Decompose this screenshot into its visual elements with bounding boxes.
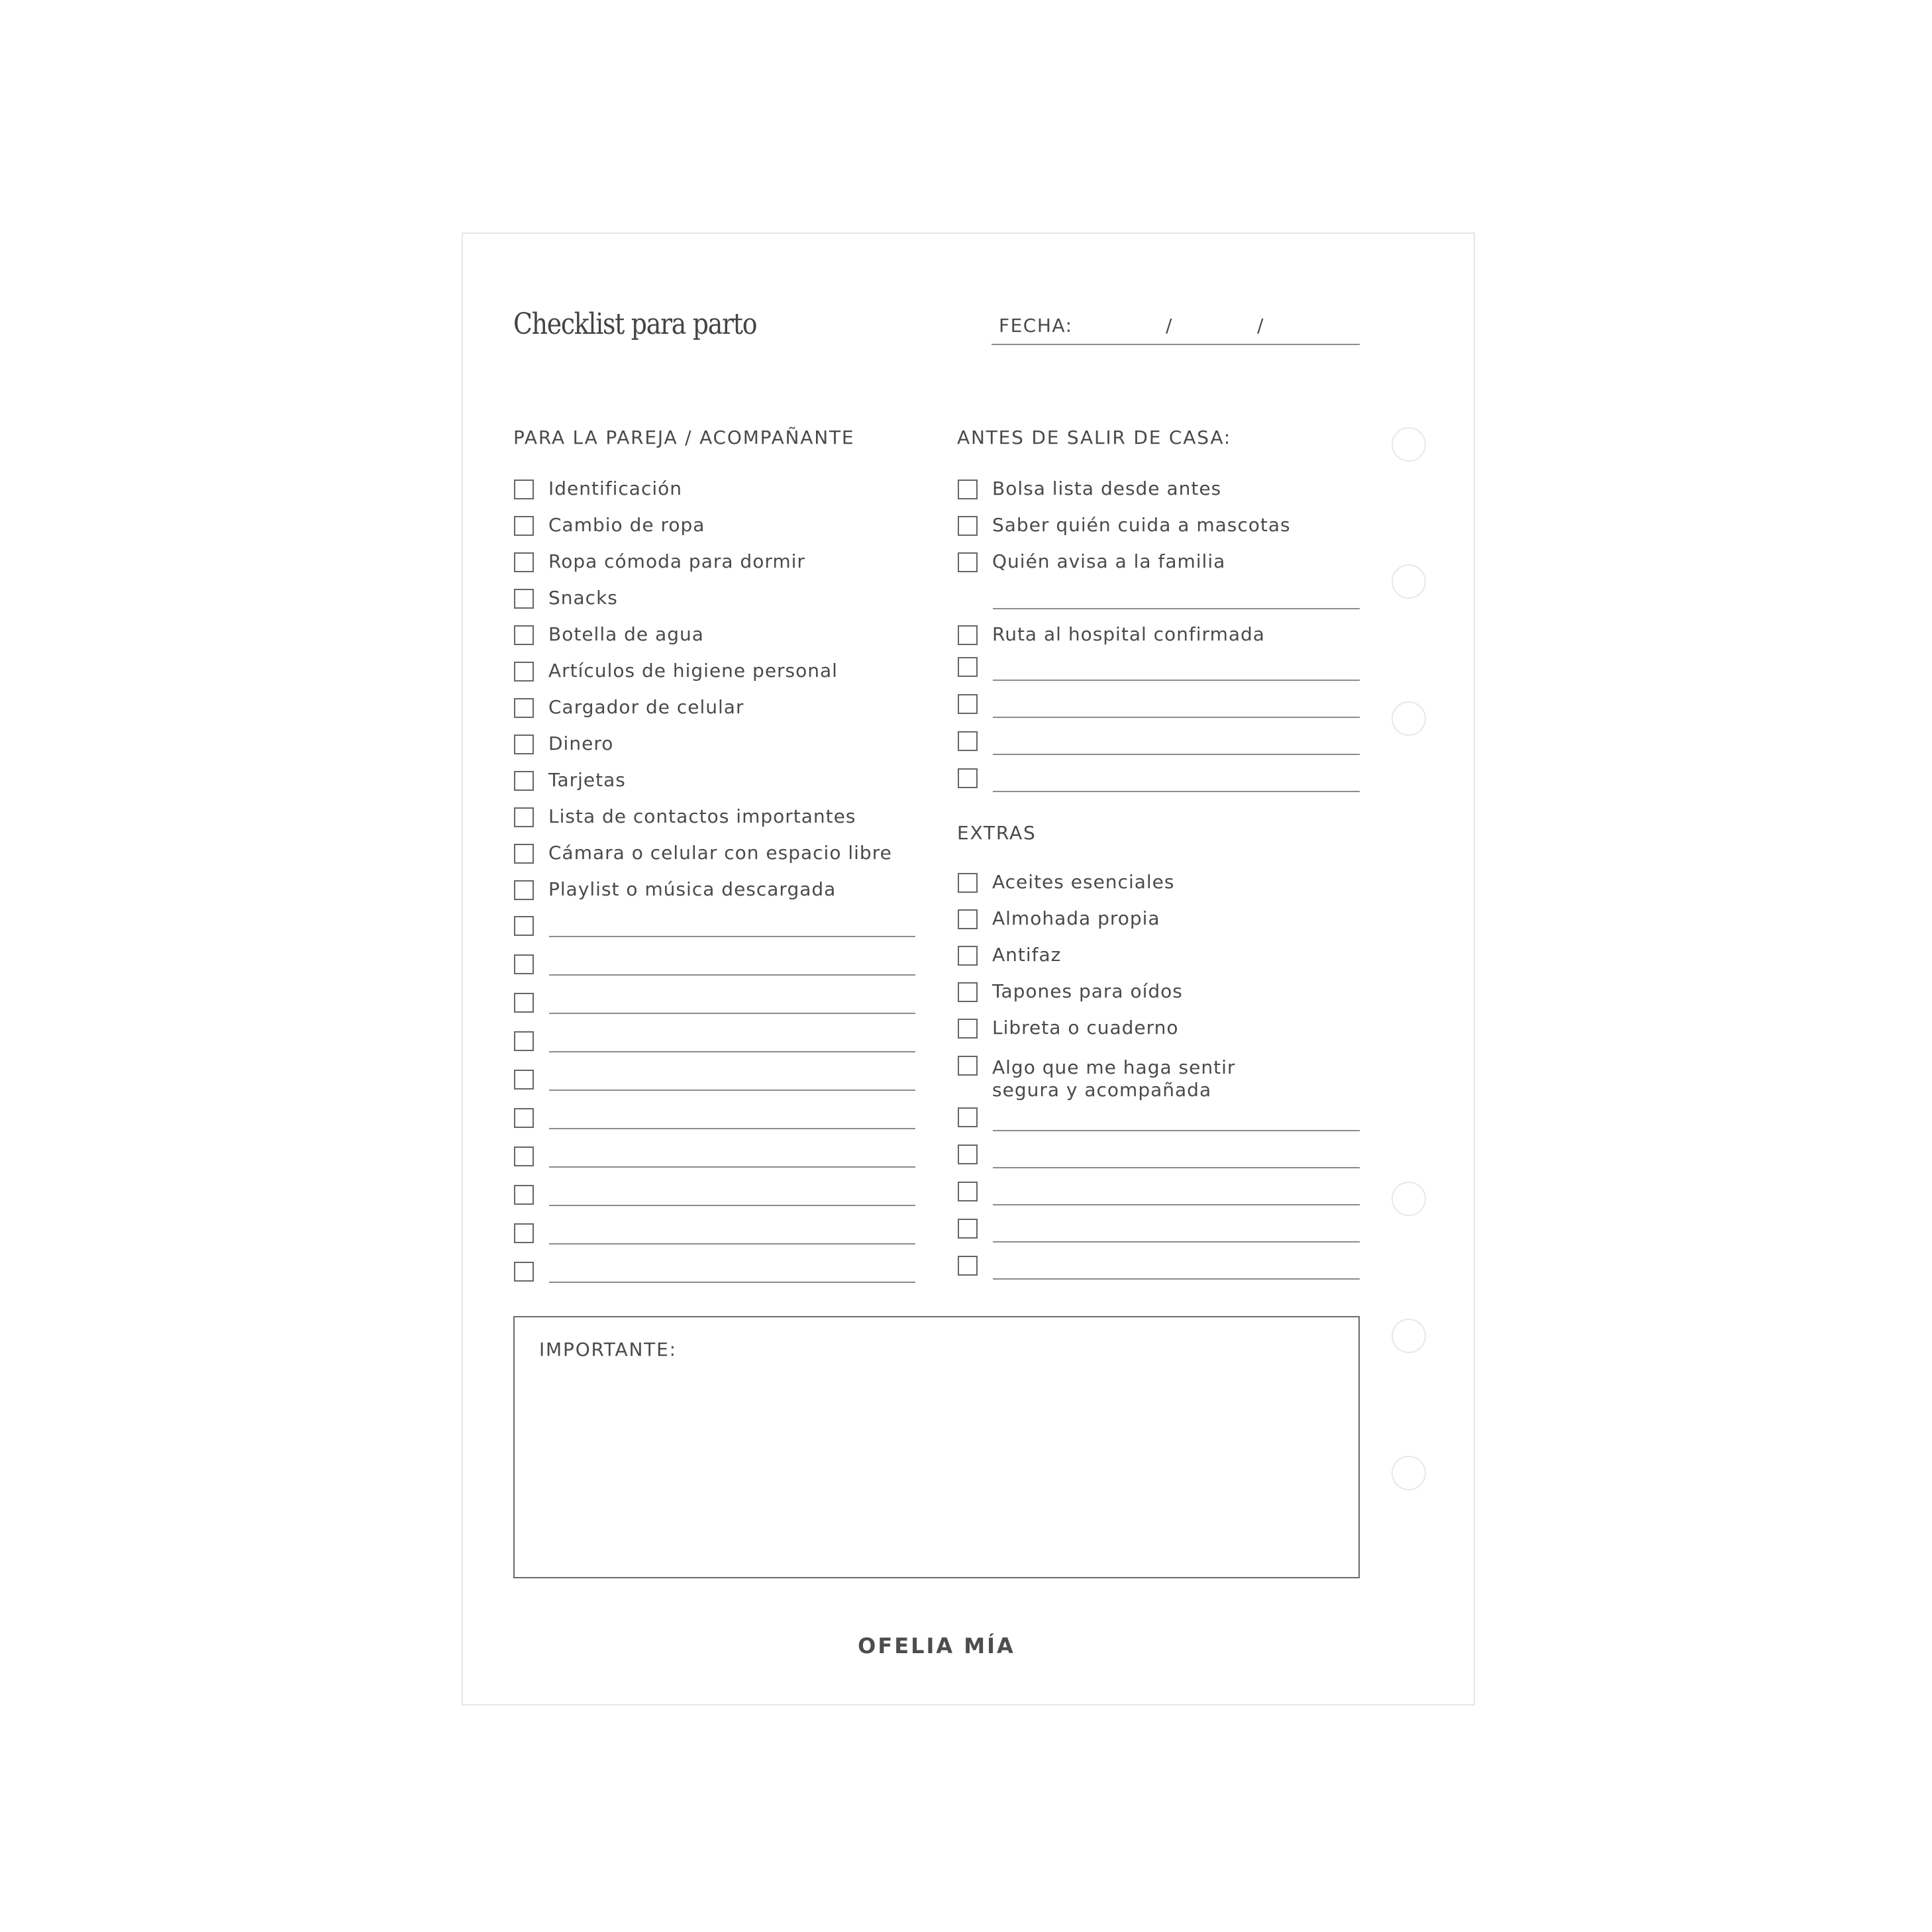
- date-field-line[interactable]: [991, 344, 1360, 345]
- section-heading-partner: PARA LA PAREJA / ACOMPAÑANTE: [513, 427, 855, 448]
- checkbox[interactable]: [958, 946, 978, 966]
- checklist-item-label: Cambio de ropa: [548, 514, 705, 536]
- checklist-item-label: Libreta o cuaderno: [992, 1017, 1179, 1039]
- checklist-item-label: Aceites esenciales: [992, 871, 1175, 893]
- checklist-item-label: Lista de contactos importantes: [548, 805, 856, 827]
- checkbox[interactable]: [514, 698, 534, 718]
- blank-entry-line[interactable]: [993, 791, 1360, 792]
- checkbox[interactable]: [514, 954, 534, 974]
- checkbox[interactable]: [514, 844, 534, 864]
- checkbox[interactable]: [514, 662, 534, 682]
- checkbox[interactable]: [514, 589, 534, 609]
- checkbox[interactable]: [958, 731, 978, 751]
- blank-entry-line[interactable]: [993, 1167, 1360, 1168]
- checkbox[interactable]: [958, 694, 978, 714]
- blank-entry-line[interactable]: [993, 1241, 1360, 1243]
- checkbox[interactable]: [958, 1019, 978, 1039]
- binder-hole: [1392, 564, 1426, 599]
- checkbox[interactable]: [514, 480, 534, 499]
- checkbox[interactable]: [958, 1107, 978, 1127]
- section-heading-extras: EXTRAS: [957, 822, 1037, 844]
- checkbox[interactable]: [514, 1223, 534, 1243]
- checkbox[interactable]: [514, 1262, 534, 1282]
- blank-entry-line[interactable]: [549, 1243, 915, 1245]
- blank-entry-line[interactable]: [549, 1205, 915, 1206]
- checkbox[interactable]: [958, 768, 978, 788]
- date-separator: /: [1257, 315, 1264, 336]
- checkbox[interactable]: [958, 1144, 978, 1164]
- checkbox[interactable]: [514, 1108, 534, 1128]
- checklist-item-label: Identificación: [548, 478, 683, 499]
- blank-entry-line[interactable]: [993, 608, 1360, 609]
- checklist-item-label: Antifaz: [992, 944, 1062, 966]
- checklist-item-label: Botella de agua: [548, 623, 704, 645]
- checkbox[interactable]: [514, 1031, 534, 1051]
- checkbox[interactable]: [514, 880, 534, 900]
- checkbox[interactable]: [958, 516, 978, 536]
- blank-entry-line[interactable]: [549, 1166, 915, 1168]
- checkbox[interactable]: [958, 1056, 978, 1076]
- blank-entry-line[interactable]: [549, 1128, 915, 1129]
- blank-entry-line[interactable]: [549, 1090, 915, 1091]
- checkbox[interactable]: [958, 909, 978, 929]
- blank-entry-line[interactable]: [549, 1051, 915, 1052]
- checkbox[interactable]: [958, 873, 978, 893]
- checklist-item-label: Cargador de celular: [548, 696, 744, 718]
- checklist-item-label: Almohada propia: [992, 907, 1160, 929]
- checklist-item-label: Tarjetas: [548, 769, 626, 791]
- blank-entry-line[interactable]: [993, 717, 1360, 718]
- checkbox[interactable]: [958, 1256, 978, 1276]
- checkbox[interactable]: [958, 480, 978, 499]
- checklist-item-label: Bolsa lista desde antes: [992, 478, 1222, 499]
- blank-entry-line[interactable]: [993, 1278, 1360, 1280]
- section-heading-before-leaving: ANTES DE SALIR DE CASA:: [957, 427, 1232, 448]
- binder-hole: [1392, 1456, 1426, 1490]
- binder-hole: [1392, 1182, 1426, 1216]
- checkbox[interactable]: [514, 552, 534, 572]
- checkbox[interactable]: [958, 657, 978, 677]
- checklist-item-label: Dinero: [548, 733, 614, 754]
- checkbox[interactable]: [514, 1070, 534, 1090]
- checkbox[interactable]: [958, 982, 978, 1002]
- checklist-item-label: Quién avisa a la familia: [992, 550, 1226, 572]
- page-title: Checklist para parto: [513, 307, 757, 341]
- blank-entry-line[interactable]: [993, 754, 1360, 755]
- checkbox[interactable]: [958, 625, 978, 645]
- checkbox[interactable]: [514, 807, 534, 827]
- checklist-item-label: Artículos de higiene personal: [548, 660, 838, 682]
- date-separator: /: [1166, 315, 1172, 336]
- checkbox[interactable]: [514, 625, 534, 645]
- checkbox[interactable]: [514, 993, 534, 1013]
- brand-logo: OFELIA MÍA: [858, 1633, 1015, 1658]
- checklist-item-label: Ropa cómoda para dormir: [548, 550, 805, 572]
- checklist-item-label: Algo que me haga sentir segura y acompañada: [992, 1056, 1236, 1101]
- checkbox[interactable]: [514, 771, 534, 791]
- checklist-item-label: Tapones para oídos: [992, 980, 1183, 1002]
- checklist-item-label: Ruta al hospital confirmada: [992, 623, 1265, 645]
- checkbox[interactable]: [958, 1219, 978, 1239]
- blank-entry-line[interactable]: [549, 1282, 915, 1283]
- checklist-item-label: Playlist o música descargada: [548, 878, 837, 900]
- important-notes-label: IMPORTANTE:: [539, 1339, 677, 1360]
- checkbox[interactable]: [514, 916, 534, 936]
- checkbox[interactable]: [958, 552, 978, 572]
- binder-hole: [1392, 1319, 1426, 1353]
- checkbox[interactable]: [514, 1185, 534, 1205]
- blank-entry-line[interactable]: [993, 1130, 1360, 1131]
- blank-entry-line[interactable]: [549, 1013, 915, 1014]
- checklist-item-label: Cámara o celular con espacio libre: [548, 842, 892, 864]
- checklist-item-label: Snacks: [548, 587, 618, 609]
- binder-hole: [1392, 427, 1426, 462]
- checklist-item-label: Saber quién cuida a mascotas: [992, 514, 1291, 536]
- checkbox[interactable]: [514, 1146, 534, 1166]
- blank-entry-line[interactable]: [549, 974, 915, 976]
- checkbox[interactable]: [514, 516, 534, 536]
- checkbox[interactable]: [958, 1182, 978, 1201]
- blank-entry-line[interactable]: [549, 936, 915, 937]
- blank-entry-line[interactable]: [993, 1204, 1360, 1205]
- checkbox[interactable]: [514, 735, 534, 754]
- binder-hole: [1392, 701, 1426, 736]
- blank-entry-line[interactable]: [993, 680, 1360, 681]
- date-label: FECHA:: [999, 315, 1073, 336]
